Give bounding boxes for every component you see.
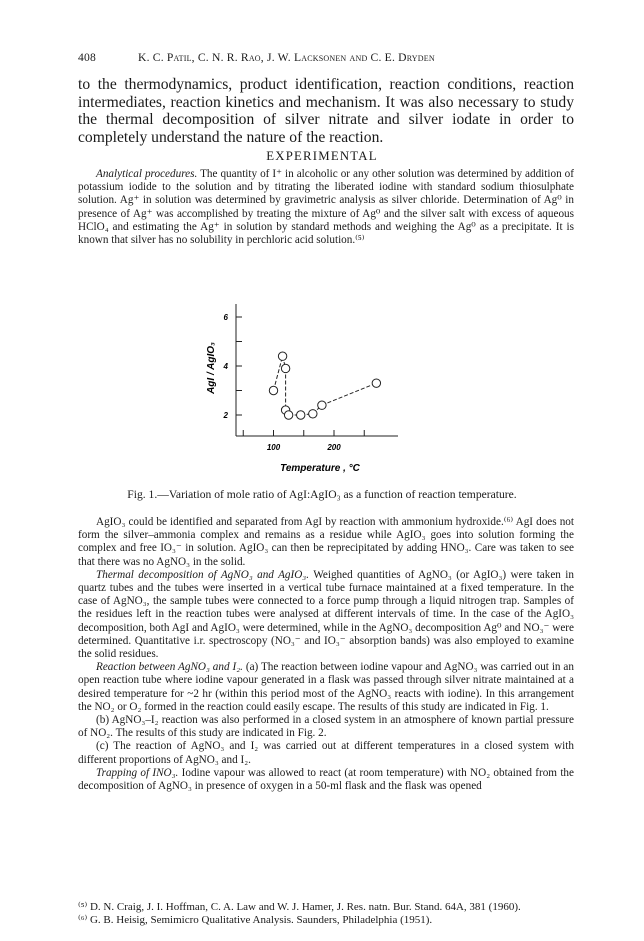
data-point — [372, 379, 380, 387]
intro-paragraph: to the thermodynamics, product identification, reaction conditions, reaction intermediates, reaction kinetics and mechanism. It was also necessary to study the thermal decomposition of silver nitrate and silver iodate in order to completely understand the nature of the reaction. — [78, 76, 574, 146]
paragraph-reaction — [78, 661, 574, 714]
reaction-heading: Reaction between AgNO₃ and I₂. — [96, 661, 243, 674]
data-point — [318, 401, 326, 409]
data-line-segment — [274, 356, 283, 390]
trapping-heading: Trapping of INO₃. — [96, 766, 179, 779]
thermal-heading: Thermal decomposition of AgNO₃ and AgIO₃. — [96, 568, 309, 581]
y-tick-label: 6 — [223, 313, 228, 322]
data-point — [284, 411, 292, 419]
paragraph-thermal — [78, 569, 574, 661]
paragraph-trapping — [78, 767, 574, 793]
paragraph-temperatures: (c) The reaction of AgNO₃ and I₂ was carried out at different temperatures in a closed system with different proportions of AgNO₃ and I₂. — [78, 740, 574, 766]
data-point — [281, 364, 289, 372]
x-axis-label: Temperature , °C — [280, 463, 360, 474]
footnote-references — [78, 901, 574, 927]
thermal-text: Weighed quantities of AgNO₃ (or AgIO₃) were taken in quartz tubes and the tubes were inserted in a vertical tube furnace maintained at a fixed temperature. In the case of AgNO₃, the sample tubes were connected to a force pump through a liquid nitrogen trap. Samples of the residues left in the reaction tubes were analysed at different intervals of time. In the case of the AgIO₃ decomposition, both AgI and AgIO₃ were determined, while in the AgNO₃ decomposition Ag⁰ and NO₃⁻ were determined. Quantitative i.r. spectroscopy (NO₃⁻ and IO₃⁻ absorption bands) was also employed to examine the solid residues. — [78, 568, 574, 661]
data-point — [278, 352, 286, 360]
section-heading: EXPERIMENTAL — [266, 149, 378, 163]
reference-5: ⁽⁵⁾ D. N. Craig, J. I. Hoffman, C. A. Law and W. J. Hamer, J. Res. natn. Bur. Stand. 64A, 381 (1960). — [78, 901, 521, 913]
analytical-text: The quantity of I⁺ in alcoholic or any other solution was determined by addition of potassium iodide to the solution and by titrating the liberated iodine with standard sodium thiosulphate solution. Ag⁺ in solution was determined by gravimetric analysis as silver chloride. Determination of Ag⁰ in presence of Ag⁺ was accomplished by treating the mixture of Ag⁰ and the silver salt with excess of aqueous HClO₄ and estimating the Ag⁺ in solution by standard methods and weighing the Ag⁰ as a precipitate. It is known that silver has no solubility in perchloric acid solution.⁽⁵⁾ — [78, 168, 574, 247]
data-point — [269, 386, 277, 394]
x-tick-label: 100 — [266, 443, 281, 452]
data-point — [297, 411, 305, 419]
paragraph-agio3: AgIO₃ could be identified and separated from AgI by reaction with ammonium hydroxide.⁽⁶⁾ AgI does not form the silver–ammonia complex and remains as a residue while AgIO₃ goes into solution forming the complex and free IO₃⁻ in solution. AgIO₃ can then be reprecipitated by adding HNO₃. Care was taken to see that there was no AgNO₃ in the solid. — [78, 516, 574, 568]
y-axis-label: AgI / AgIO₃ — [206, 342, 217, 394]
trapping-text: Iodine vapour was allowed to react (at room temperature) with NO₂ obtained from the decomposition of AgNO₃ in presence of oxygen in a 50-ml flask and the flask was opened — [78, 766, 574, 793]
analytical-heading: Analytical procedures. — [96, 168, 198, 180]
data-point — [309, 410, 317, 418]
reference-6: ⁽⁶⁾ G. B. Heisig, Semimicro Qualitative Analysis. Saunders, Philadelphia (1951). — [78, 914, 433, 926]
author-line: K. C. Patil, C. N. R. Rao, J. W. Lacksonen and C. E. Dryden — [138, 51, 435, 64]
x-tick-label: 200 — [327, 443, 341, 452]
paragraph-closed-system: (b) AgNO₃–I₂ reaction was also performed in a closed system in an atmosphere of known partial pressure of NO₂. The results of this study are indicated in Fig. 2. — [78, 714, 574, 740]
reaction-text: (a) The reaction between iodine vapour and AgNO₃ was carried out in an open reaction tube where iodine vapour generated in a flask was passed through silver nitrate maintained at a desired temperature for ~2 hr (within this period most of the AgNO₃ reacts with iodine). In this arrangement the NO₂ or O₂ formed in the reaction could easily escape. The results of this study are indicated in Fig. 1. — [78, 661, 574, 713]
figure-caption: Fig. 1.—Variation of mole ratio of AgI:AgIO₃ as a function of reaction temperature. — [127, 488, 517, 501]
y-tick-label: 2 — [223, 411, 228, 420]
data-line-segment — [322, 383, 376, 405]
methods-body — [78, 516, 574, 793]
page-number: 408 — [78, 51, 96, 64]
y-tick-label: 4 — [223, 362, 228, 371]
